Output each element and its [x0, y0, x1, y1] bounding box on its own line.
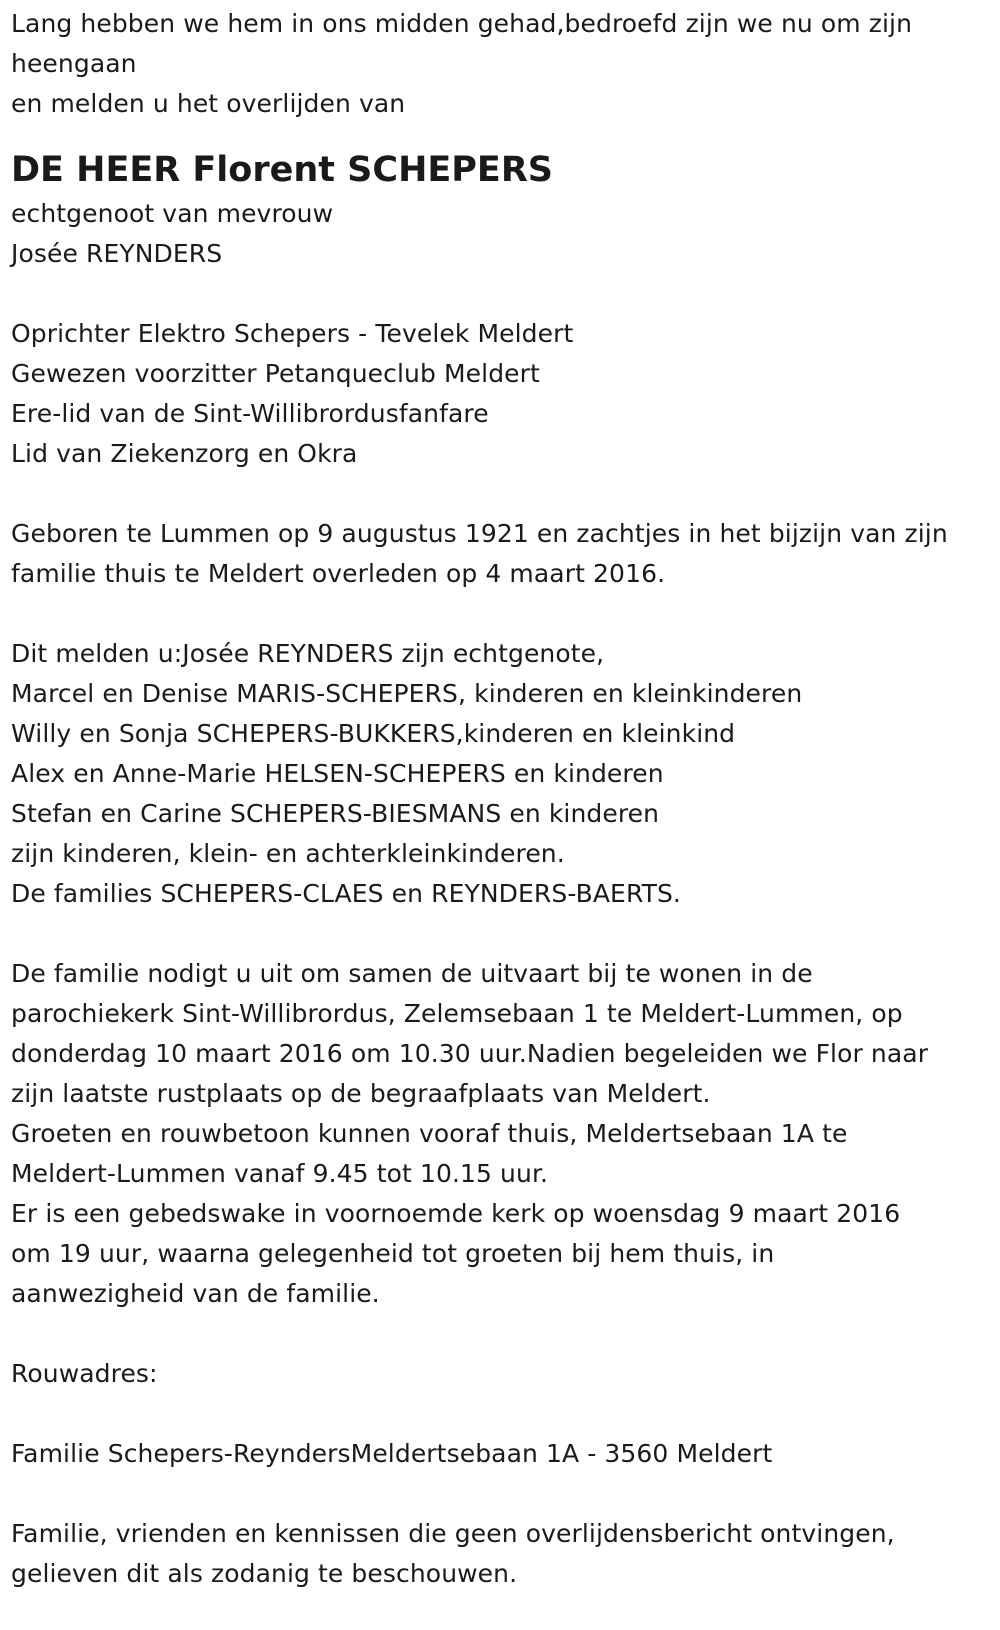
intro-section — [11, 4, 1000, 124]
spouse-section — [11, 194, 1000, 274]
funeral-line: Meldert-Lummen vanaf 9.45 tot 10.15 uur. — [11, 1159, 549, 1188]
deceased-name: DE HEER Florent SCHEPERS — [11, 150, 553, 190]
funeral-line: De familie nodigt u uit om samen de uitvaart bij te wonen in de — [11, 959, 813, 988]
family-line: zijn kinderen, klein- en achterkleinkinderen. — [11, 839, 565, 868]
funeral-line: zijn laatste rustplaats op de begraafplaats van Meldert. — [11, 1079, 711, 1108]
birth-death-line: Geboren te Lummen op 9 augustus 1921 en zachtjes in het bijzijn van zijn — [11, 519, 948, 548]
birth-death-section — [11, 514, 1000, 594]
family-line: Marcel en Denise MARIS-SCHEPERS, kinderen en kleinkinderen — [11, 679, 803, 708]
family-line: Alex en Anne-Marie HELSEN-SCHEPERS en kinderen — [11, 759, 664, 788]
funeral-line: Groeten en rouwbetoon kunnen vooraf thuis, Meldertsebaan 1A te — [11, 1119, 848, 1148]
role-line: Ere-lid van de Sint-Willibrordusfanfare — [11, 399, 489, 428]
closing-line: Familie, vrienden en kennissen die geen overlijdensbericht ontvingen, — [11, 1519, 895, 1548]
family-line: Willy en Sonja SCHEPERS-BUKKERS,kinderen en kleinkind — [11, 719, 736, 748]
family-section — [11, 634, 1000, 914]
spouse-line: Josée REYNDERS — [11, 239, 223, 268]
closing-line: gelieven dit als zodanig te beschouwen. — [11, 1559, 518, 1588]
funeral-line: parochiekerk Sint-Willibrordus, Zelemsebaan 1 te Meldert-Lummen, op — [11, 999, 903, 1028]
funeral-section — [11, 954, 1000, 1314]
spacer — [11, 594, 1000, 634]
family-line: Dit melden u:Josée REYNDERS zijn echtgenote, — [11, 639, 605, 668]
roles-section — [11, 314, 1000, 474]
spacer — [11, 914, 1000, 954]
spacer — [11, 274, 1000, 314]
funeral-line: Er is een gebedswake in voornoemde kerk op woensdag 9 maart 2016 — [11, 1199, 901, 1228]
family-line: De families SCHEPERS-CLAES en REYNDERS-BAERTS. — [11, 879, 681, 908]
address-label: Rouwadres: — [11, 1359, 158, 1388]
spacer — [11, 1314, 1000, 1354]
intro-line: heengaan — [11, 49, 137, 78]
intro-line: Lang hebben we hem in ons midden gehad,bedroefd zijn we nu om zijn — [11, 9, 913, 38]
funeral-line: aanwezigheid van de familie. — [11, 1279, 380, 1308]
role-line: Gewezen voorzitter Petanqueclub Meldert — [11, 359, 540, 388]
role-line: Lid van Ziekenzorg en Okra — [11, 439, 358, 468]
closing-section — [11, 1514, 1000, 1594]
spouse-line: echtgenoot van mevrouw — [11, 199, 334, 228]
funeral-line: om 19 uur, waarna gelegenheid tot groeten bij hem thuis, in — [11, 1239, 775, 1268]
spacer — [11, 124, 1000, 146]
family-line: Stefan en Carine SCHEPERS-BIESMANS en kinderen — [11, 799, 660, 828]
funeral-line: donderdag 10 maart 2016 om 10.30 uur.Nadien begeleiden we Flor naar — [11, 1039, 929, 1068]
address-line: Familie Schepers-ReyndersMeldertsebaan 1A - 3560 Meldert — [11, 1439, 773, 1468]
role-line: Oprichter Elektro Schepers - Tevelek Meldert — [11, 319, 574, 348]
spacer — [11, 1394, 1000, 1434]
spacer — [11, 1474, 1000, 1514]
spacer — [11, 474, 1000, 514]
birth-death-line: familie thuis te Meldert overleden op 4 maart 2016. — [11, 559, 666, 588]
intro-line: en melden u het overlijden van — [11, 89, 406, 118]
